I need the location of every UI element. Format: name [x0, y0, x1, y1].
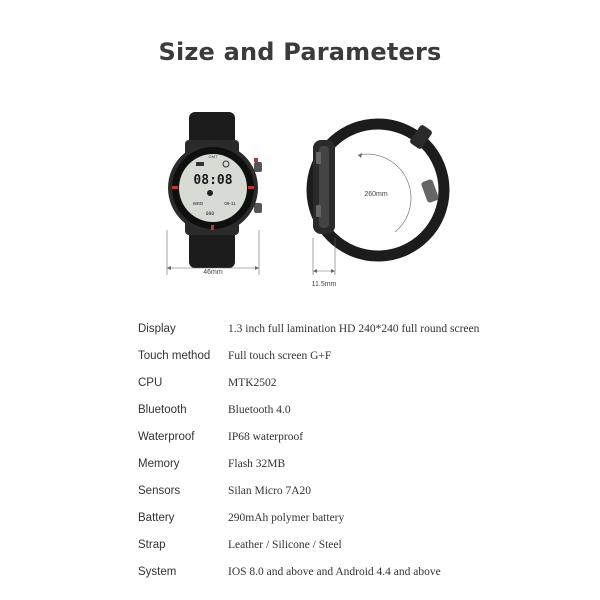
spec-name: Memory: [138, 458, 180, 470]
face-time: 08:08: [193, 173, 233, 188]
face-date: 09-11: [224, 201, 236, 206]
spec-value: Leather / Silicone / Steel: [228, 539, 342, 551]
spec-value: IOS 8.0 and above and Android 4.4 and above: [228, 566, 441, 578]
spec-row-touch-method: [138, 350, 578, 370]
spec-name: Waterproof: [138, 431, 195, 443]
spec-row-sensors: [138, 485, 578, 505]
spec-value: IP68 waterproof: [228, 431, 304, 443]
strap-length-dimension: [358, 153, 411, 232]
thickness-label: 11.5mm: [311, 281, 337, 288]
spec-value: Silan Micro 7A20: [228, 485, 312, 497]
spec-name: CPU: [138, 377, 163, 389]
spec-name: Touch method: [138, 350, 211, 362]
front-watch-image: [168, 112, 262, 268]
spec-row-bluetooth: [138, 404, 578, 424]
spec-name: Display: [138, 323, 176, 335]
spec-row-system: [138, 566, 578, 586]
spec-value: 1.3 inch full lamination HD 240*240 full round screen: [228, 323, 480, 335]
spec-row-display: [138, 323, 578, 343]
spec-value: Flash 32MB: [228, 458, 286, 470]
spec-name: Battery: [138, 512, 175, 524]
width-label: 46mm: [203, 269, 223, 276]
spec-value: Bluetooth 4.0: [228, 404, 291, 416]
page-title: Size and Parameters: [158, 38, 442, 66]
face-top-label: GMT: [208, 154, 218, 159]
spec-name: Sensors: [138, 485, 181, 497]
spec-row-battery: [138, 512, 578, 532]
spec-value: MTK2502: [228, 377, 277, 389]
face-day: WED: [192, 201, 204, 206]
side-watch-image: [312, 124, 444, 256]
thickness-dimension: [312, 238, 337, 288]
spec-name: Strap: [138, 539, 166, 551]
spec-name: System: [138, 566, 177, 578]
spec-value: 290mAh polymer battery: [228, 512, 345, 524]
spec-row-waterproof: [138, 431, 578, 451]
spec-value: Full touch screen G+F: [228, 350, 332, 362]
spec-row-memory: [138, 458, 578, 478]
spec-row-cpu: [138, 377, 578, 397]
spec-row-strap: [138, 539, 578, 559]
strap-length-label: 260mm: [364, 191, 388, 198]
face-bottom-value: 000: [205, 212, 215, 217]
spec-name: Bluetooth: [138, 404, 187, 416]
